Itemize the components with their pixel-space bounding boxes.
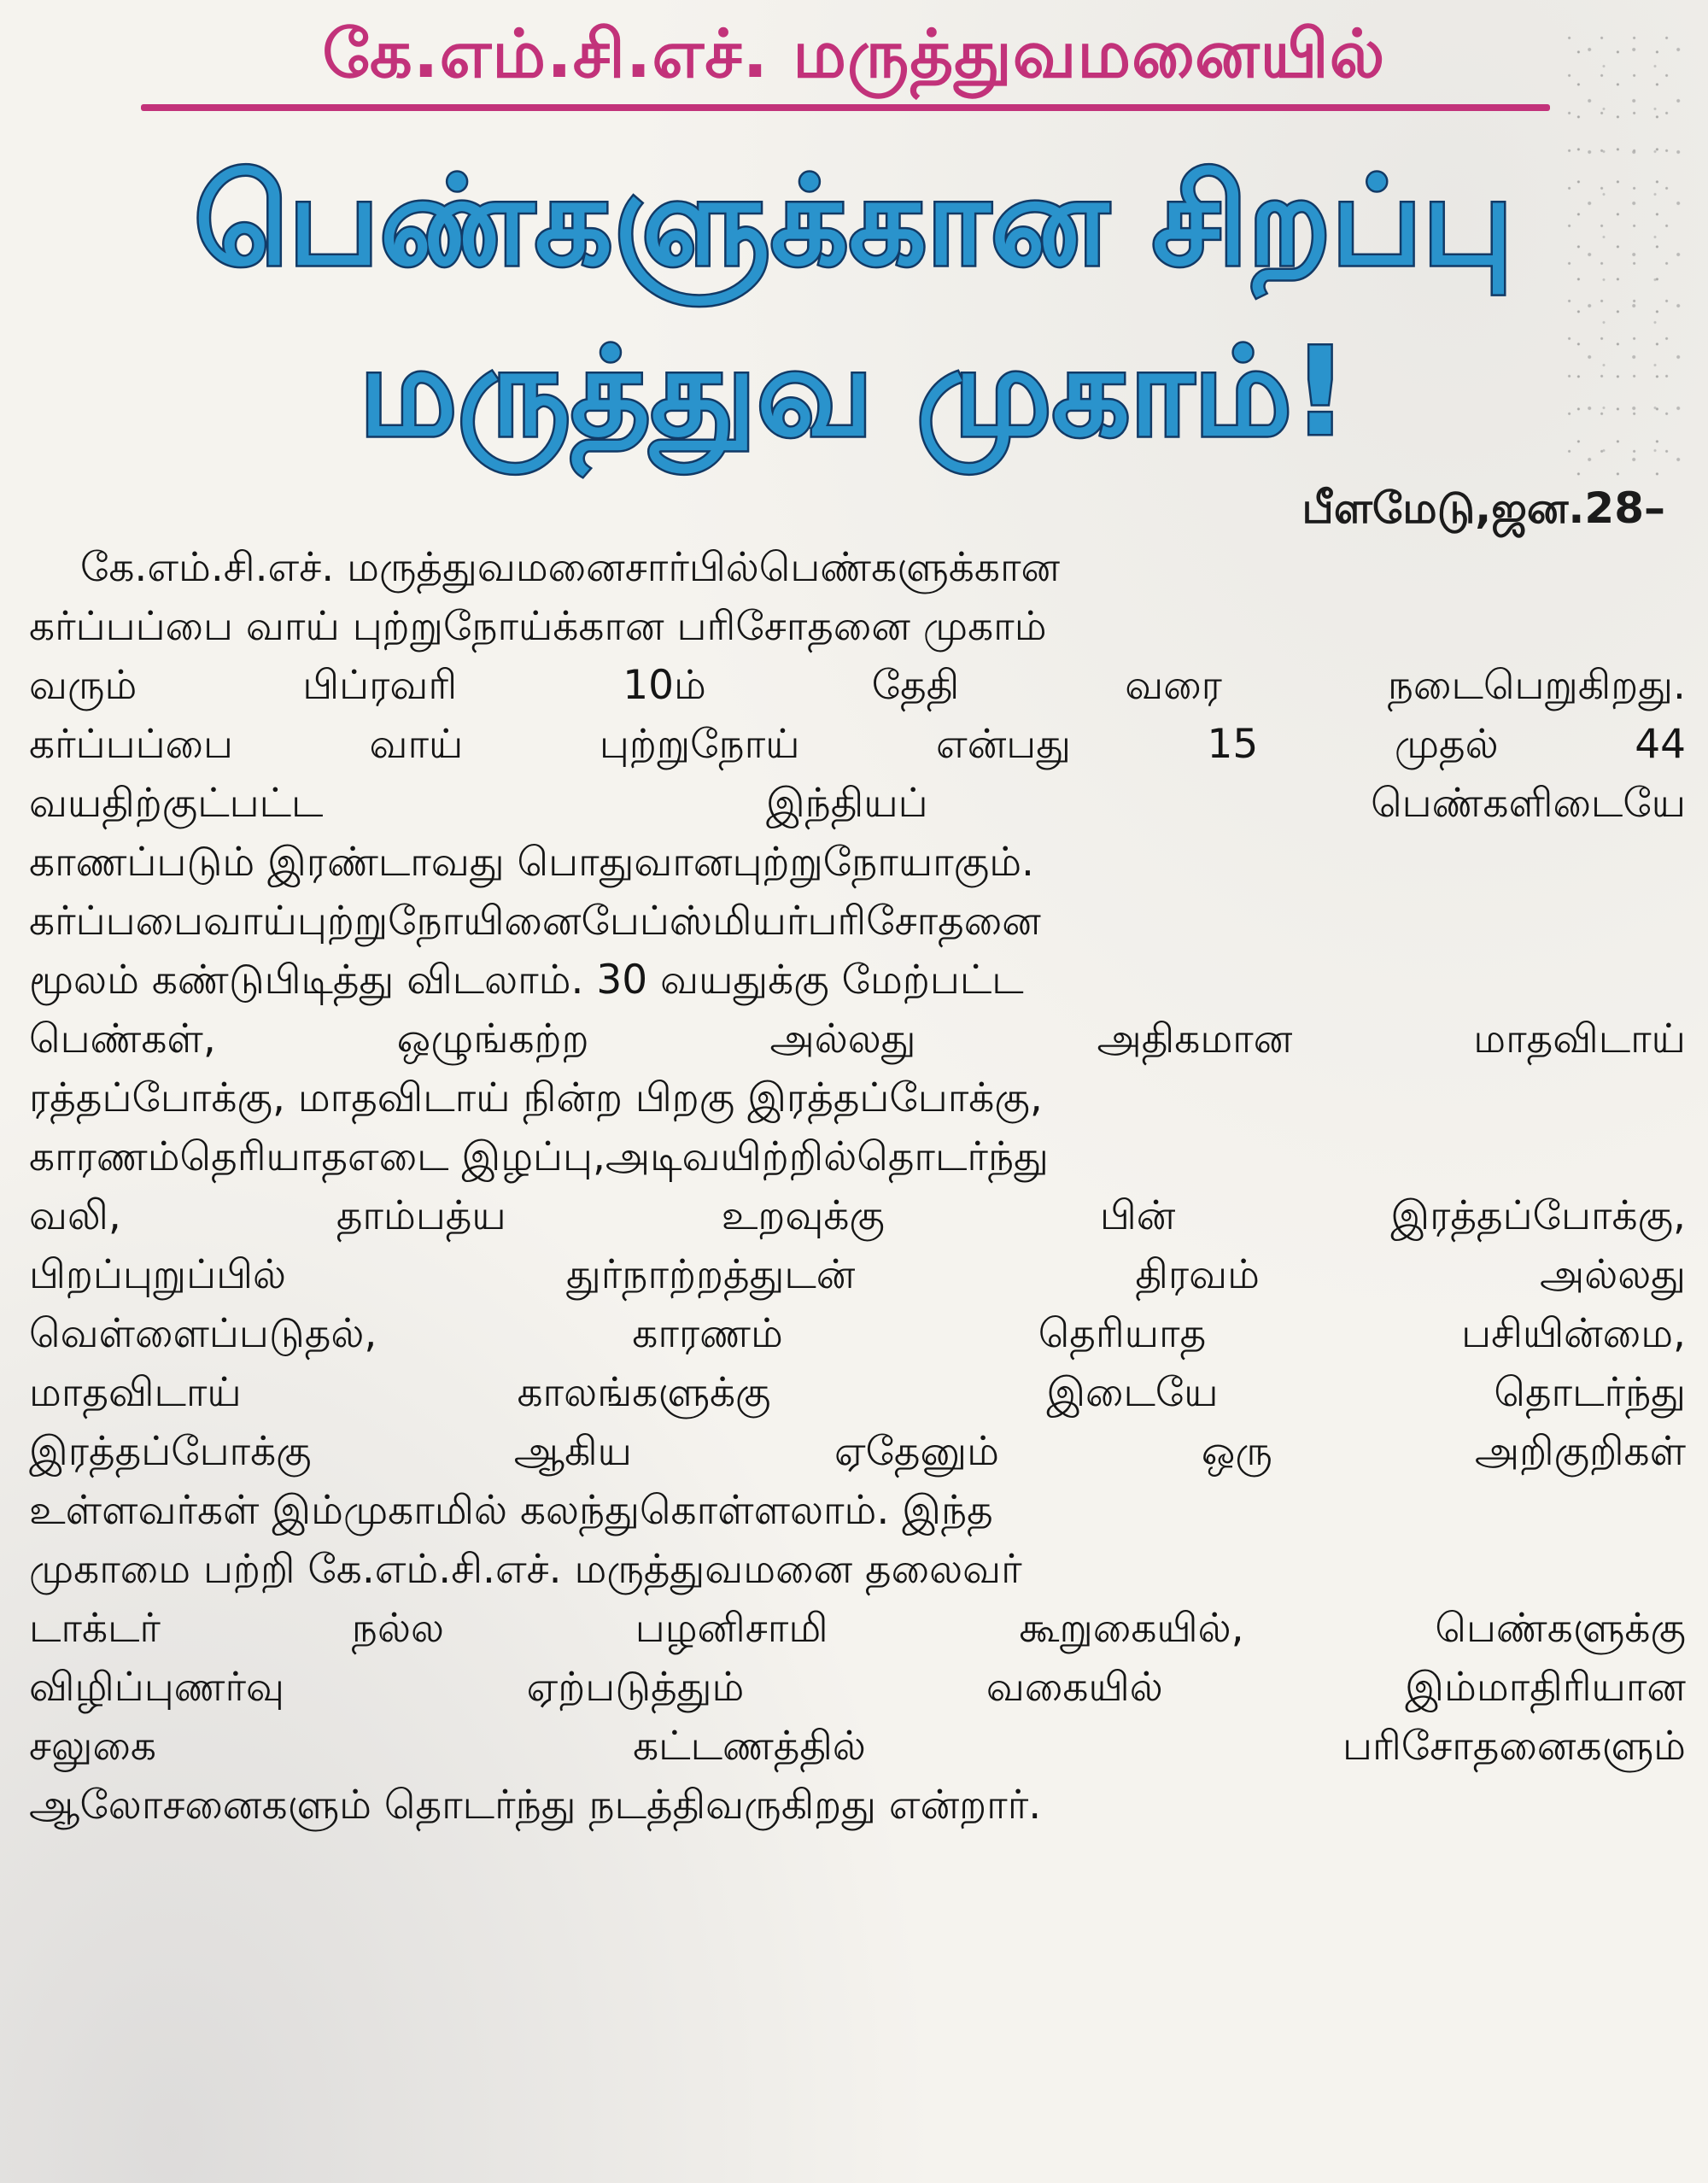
kicker-underline: [141, 104, 1550, 111]
kicker-heading: கே.எம்.சி.எச். மருத்துவமனையில்: [322, 16, 1386, 93]
article-line: கர்ப்பப்பை வாய் புற்றுநோய் என்பது 15 முதல் 44: [29, 721, 1686, 768]
article-line: சலுகை கட்டணத்தில் பரிசோதனைகளும்: [29, 1723, 1686, 1770]
article-line: கே.எம்.சி.எச். மருத்துவமனைசார்பில்பெண்களுக்கான: [80, 544, 1061, 591]
article-line: பெண்கள், ஒழுங்கற்ற அல்லது அதிகமான மாதவிடாய்: [29, 1015, 1686, 1062]
article-line: ஆலோசனைகளும் தொடர்ந்து நடத்திவருகிறது என்றார்.: [29, 1782, 1042, 1829]
article-line: மூலம் கண்டுபிடித்து விடலாம். 30 வயதுக்கு மேற்பட்ட: [29, 957, 1024, 1004]
article-line: வயதிற்குட்பட்ட இந்தியப் பெண்களிடையே: [29, 780, 1686, 827]
dateline: பீளமேடு,ஜன.28–: [1301, 483, 1665, 533]
article-line: இரத்தப்போக்கு ஆகிய ஏதேனும் ஒரு அறிகுறிகள்: [29, 1428, 1686, 1475]
article-line: காரணம்தெரியாதஎடை இழப்பு,அடிவயிற்றில்தொடர்ந்து: [29, 1133, 1049, 1180]
article-line: முகாமை பற்றி கே.எம்.சி.எச். மருத்துவமனை தலைவர்: [29, 1546, 1022, 1593]
article-line: கர்ப்பபைவாய்புற்றுநோயினைபேப்ஸ்மியர்பரிசோதனை: [29, 898, 1041, 945]
article-line: உள்ளவர்கள் இம்முகாமில் கலந்துகொள்ளலாம். இந்த: [29, 1487, 993, 1534]
article-line: கர்ப்பப்பை வாய் புற்றுநோய்க்கான பரிசோதனை முகாம்: [29, 603, 1047, 650]
headline-line-1: பெண்களுக்கான சிறப்பு: [194, 151, 1514, 292]
article-line: பிறப்புறுப்பில் துர்நாற்றத்துடன் திரவம் அல்லது: [29, 1251, 1686, 1298]
article-line: விழிப்புணர்வு ஏற்படுத்தும் வகையில் இம்மாதிரியான: [29, 1664, 1686, 1711]
article-line: வரும் பிப்ரவரி 10ம் தேதி வரை நடைபெறுகிறது.: [29, 662, 1686, 709]
article-line: காணப்படும் இரண்டாவது பொதுவானபுற்றுநோயாகும்.: [29, 839, 1034, 886]
headline-line-2: மருத்துவ முகாம்!: [359, 322, 1349, 463]
article-line: வலி, தாம்பத்ய உறவுக்கு பின் இரத்தப்போக்கு,: [29, 1192, 1686, 1239]
article-line: மாதவிடாய் காலங்களுக்கு இடையே தொடர்ந்து: [29, 1369, 1686, 1416]
article-line: ரத்தப்போக்கு, மாதவிடாய் நின்ற பிறகு இரத்தப்போக்கு,: [29, 1074, 1043, 1121]
article-line: டாக்டர் நல்ல பழனிசாமி கூறுகையில், பெண்களுக்கு: [29, 1605, 1686, 1652]
article-line: வெள்ளைப்படுதல், காரணம் தெரியாத பசியின்மை,: [29, 1310, 1686, 1357]
article-body: [29, 538, 1686, 1835]
